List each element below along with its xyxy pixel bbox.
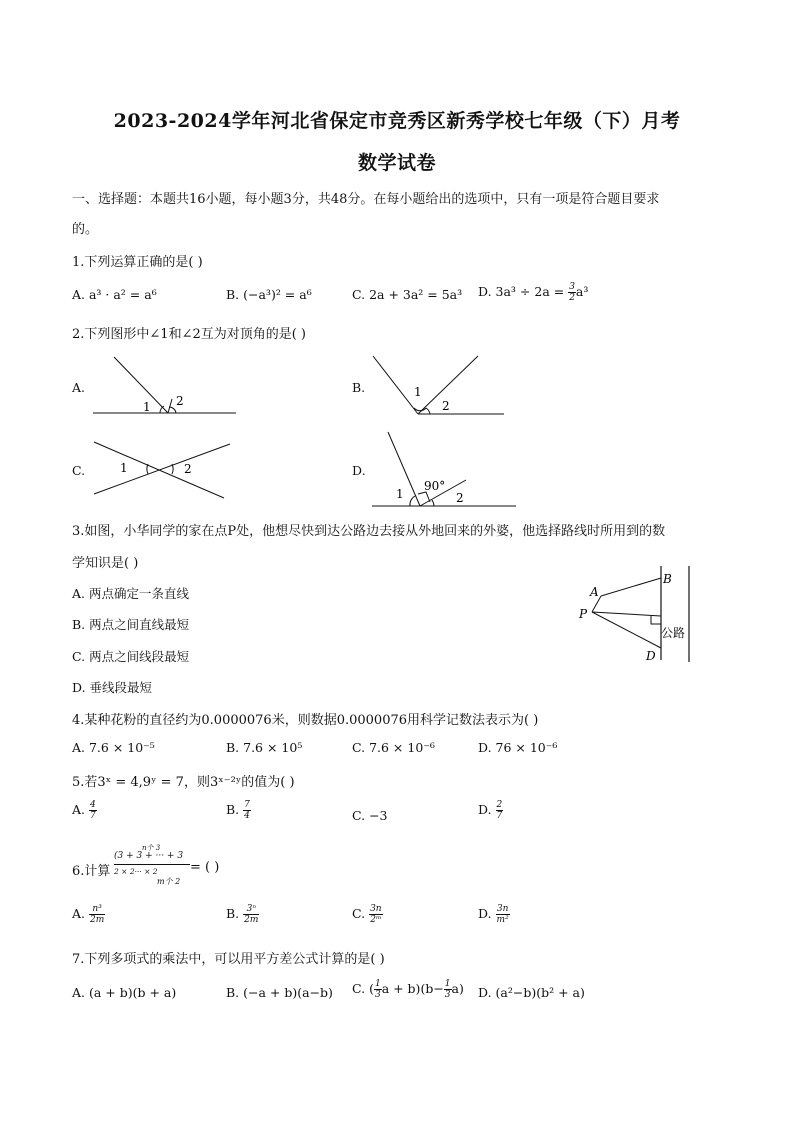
q2-b-label-1: 1 (414, 385, 422, 399)
q7-c-f2-den: 3 (444, 990, 451, 1000)
q6-d-den: m² (496, 915, 509, 925)
q6-b-den: 2m (244, 915, 259, 925)
q3-option-a[interactable]: A. 两点确定一条直线 (72, 586, 189, 601)
q3-figure (570, 562, 700, 668)
q7-c-f1-num: 1 (374, 979, 381, 989)
q4-option-d[interactable]: D. 76 × 10⁻⁶ (478, 740, 558, 755)
q2-option-a-label[interactable]: A. (72, 380, 86, 395)
q1-option-d[interactable] (478, 282, 588, 303)
page-title: 2023-2024学年河北省保定市竞秀区新秀学校七年级（下）月考 (113, 110, 681, 132)
q2-c-label-2: 2 (184, 462, 192, 476)
q2-d-label-90: 90° (424, 479, 446, 493)
q3-option-c[interactable]: C. 两点之间线段最短 (72, 649, 190, 664)
q6-stem-prefix: 6.计算 (72, 864, 111, 879)
q3-stem-line1: 3.如图，小华同学的家在点P处，他想尽快到达公路边去接从外地回来的外婆，他选择路线时所用到的数 (72, 524, 666, 539)
q6-option-a[interactable] (72, 904, 105, 925)
q6-c-den: 2ᵐ (370, 915, 382, 925)
section-intro-line2: 的。 (72, 222, 99, 237)
q1-option-b[interactable]: B. (−a³)² = a⁶ (226, 287, 312, 302)
q6-a-num: n³ (89, 904, 105, 915)
q5-option-c[interactable]: C. −3 (352, 808, 388, 823)
q2-d-label-2: 2 (456, 491, 464, 505)
q2-c-label-1: 1 (120, 461, 128, 475)
q6-denominator: 2 × 2··· × 2 (114, 867, 158, 876)
q7-stem: 7.下列多项式的乘法中，可以用平方差公式计算的是( ) (72, 952, 385, 967)
q6-b-label: B. (226, 906, 240, 921)
q3-stem-line2: 学知识是( ) (72, 556, 139, 571)
q5-d-den: 7 (496, 811, 503, 821)
q2-option-c-label[interactable]: C. (72, 463, 86, 478)
q7-c-mid: a + b)(b− (381, 981, 444, 996)
q2-a-label-2: 2 (176, 394, 184, 408)
q3-fig-p: P (579, 607, 588, 621)
q2-b-label-2: 2 (442, 399, 450, 413)
q6-numerator: (3 + 3 + ··· + 3 (114, 851, 184, 861)
q6-b-num: 3ⁿ (243, 904, 259, 915)
q1-option-c[interactable]: C. 2a + 3a² = 5a³ (352, 287, 463, 302)
q6-d-label: D. (478, 906, 492, 921)
q7-c-suffix: a) (451, 981, 464, 996)
q5-d-num: 2 (496, 800, 503, 810)
q5-option-d[interactable] (478, 800, 503, 821)
q5-option-a[interactable] (72, 800, 97, 821)
q6-c-num: 3n (370, 904, 382, 914)
q5-a-label: A. (72, 802, 86, 817)
q5-stem: 5.若3ˣ = 4,9ʸ = 7，则3ˣ⁻²ʸ的值为( ) (72, 775, 295, 790)
q2-figure-d (370, 430, 520, 510)
q6-over-label: n个 3 (142, 844, 161, 852)
q3-fig-a: A (590, 585, 599, 599)
q5-b-label: B. (226, 802, 240, 817)
q6-c-label: C. (352, 906, 366, 921)
q5-b-num: 7 (244, 800, 250, 810)
q2-figure-c (90, 436, 240, 502)
q6-a-label: A. (72, 906, 86, 921)
q6-a-den: 2m (90, 915, 105, 925)
q6-option-b[interactable] (226, 904, 259, 925)
q3-option-d[interactable]: D. 垂线段最短 (72, 680, 153, 695)
q4-stem: 4.某种花粉的直径约为0.0000076米，则数据0.0000076用科学记数法表示为( ) (72, 713, 539, 728)
q6-stem-suffix: = ( ) (190, 860, 220, 875)
q7-option-c[interactable] (352, 979, 464, 1000)
q1-option-d-suffix: a³ (575, 284, 589, 299)
q1-d-den: 2 (569, 293, 575, 303)
q1-stem: 1.下列运算正确的是( ) (72, 255, 203, 270)
q5-a-num: 4 (90, 800, 96, 810)
q7-c-prefix: C. ( (352, 981, 374, 996)
q7-option-a[interactable]: A. (a + b)(b + a) (72, 985, 177, 1000)
q4-option-b[interactable]: B. 7.6 × 10⁵ (226, 740, 303, 755)
q7-option-b[interactable]: B. (−a + b)(a−b) (226, 985, 333, 1000)
q6-d-num: 3n (496, 904, 509, 914)
q5-b-den: 4 (244, 811, 250, 821)
q1-option-d-prefix: D. 3a³ ÷ 2a = (478, 284, 569, 299)
q2-stem: 2.下列图形中∠1和∠2互为对顶角的是( ) (72, 327, 307, 342)
q2-option-d-label[interactable]: D. (352, 463, 366, 478)
section-intro-line1: 一、选择题：本题共16小题，每小题3分，共48分。在每小题给出的选项中，只有一项是符合题目要求 (72, 192, 660, 207)
q2-figure-a (90, 355, 240, 420)
q6-fraction-bar (114, 864, 190, 865)
q3-fig-d: D (646, 649, 656, 663)
q7-c-f1-den: 3 (374, 990, 381, 1000)
q5-d-label: D. (478, 802, 492, 817)
q2-a-label-1: 1 (143, 400, 151, 414)
q7-option-d[interactable]: D. (a²−b)(b² + a) (478, 985, 585, 1000)
q2-figure-b (370, 352, 510, 422)
q3-option-b[interactable]: B. 两点之间直线最短 (72, 617, 190, 632)
q2-option-b-label[interactable]: B. (352, 380, 366, 395)
q3-fig-road: 公路 (661, 626, 686, 640)
q5-option-b[interactable] (226, 800, 251, 821)
q3-fig-b: B (663, 572, 672, 586)
q2-d-label-1: 1 (396, 487, 404, 501)
q4-option-c[interactable]: C. 7.6 × 10⁻⁶ (352, 740, 435, 755)
q6-option-d[interactable] (478, 904, 510, 925)
q5-a-den: 7 (90, 811, 96, 821)
q4-option-a[interactable]: A. 7.6 × 10⁻⁵ (72, 740, 155, 755)
q7-c-f2-num: 1 (444, 979, 451, 989)
q1-option-a[interactable]: A. a³ · a² = a⁶ (72, 287, 157, 302)
page-subtitle: 数学试卷 (357, 152, 436, 174)
q6-under-label: m个 2 (157, 877, 181, 886)
q1-d-num: 3 (569, 282, 575, 292)
q6-option-c[interactable] (352, 904, 383, 925)
